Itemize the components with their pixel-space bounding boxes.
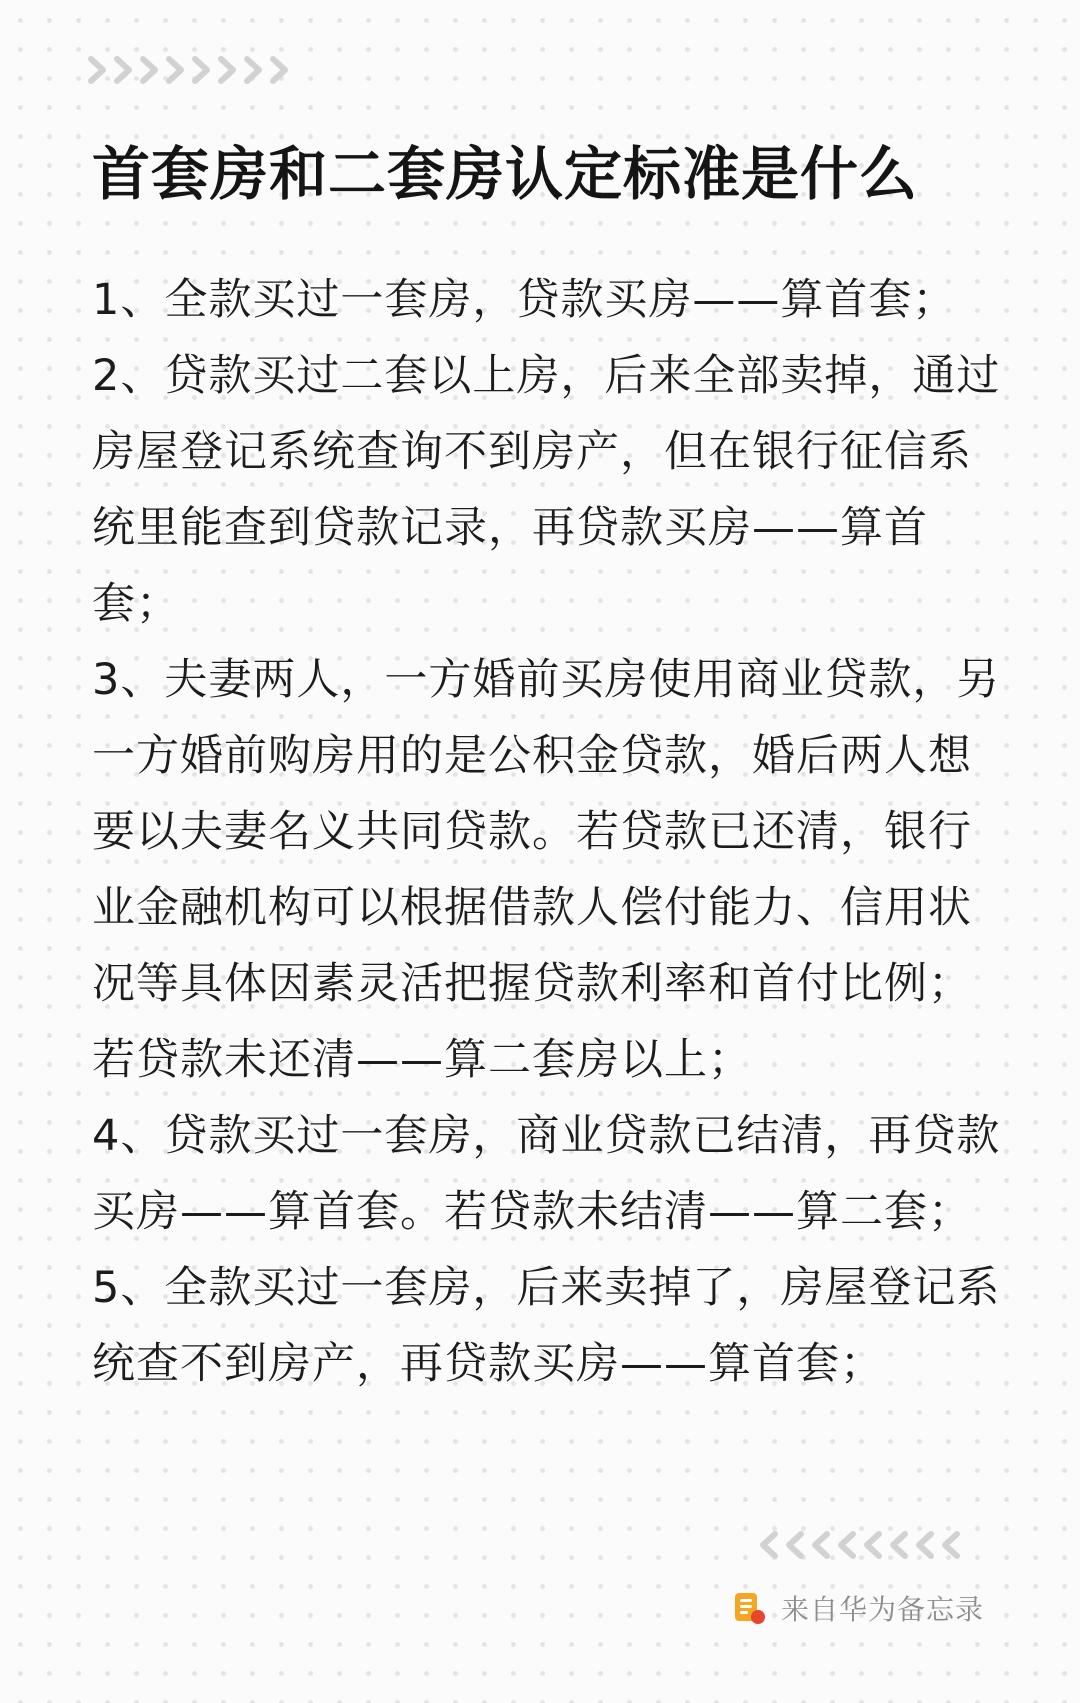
chevron-left-icon (782, 1530, 806, 1560)
source-footer (731, 1588, 984, 1628)
chevron-right-icon (268, 55, 292, 85)
chevron-left-icon (756, 1530, 780, 1560)
chevron-right-icon (164, 55, 188, 85)
note-body (92, 262, 1002, 1402)
chevron-left-icon (938, 1530, 962, 1560)
chevron-right-icon (216, 55, 240, 85)
chevron-right-icon (112, 55, 136, 85)
chevron-left-icon (808, 1530, 832, 1560)
note-paragraph-2: 2、贷款买过二套以上房，后来全部卖掉，通过房屋登记系统查询不到房产，但在银行征信系统里能查到贷款记录，再贷款买房——算首套； (92, 351, 1001, 629)
note-paragraph-4: 4、贷款买过一套房，商业贷款已结清，再贷款买房——算首套。若贷款未结清——算二套； (92, 1111, 1001, 1237)
note-paragraph-3: 3、夫妻两人，一方婚前买房使用商业贷款，另一方婚前购房用的是公积金贷款，婚后两人想要以夫妻名义共同贷款。若贷款已还清，银行业金融机构可以根据借款人偿付能力、信用状况等具体因素灵活把握贷款利率和首付比例；若贷款未还清——算二套房以上； (92, 655, 1001, 1085)
chevron-right-icon (242, 55, 266, 85)
chevron-left-icon (912, 1530, 936, 1560)
top-chevron-decoration (86, 55, 292, 85)
note-title: 首套房和二套房认定标准是什么 (92, 140, 919, 208)
bottom-chevron-decoration (756, 1530, 962, 1560)
note-paragraph-1: 1、全款买过一套房，贷款买房——算首套； (92, 275, 957, 325)
chevron-right-icon (86, 55, 110, 85)
chevron-left-icon (860, 1530, 884, 1560)
chevron-left-icon (886, 1530, 910, 1560)
chevron-right-icon (138, 55, 162, 85)
source-label: 来自华为备忘录 (780, 1593, 984, 1626)
memo-app-icon (731, 1590, 767, 1626)
chevron-right-icon (190, 55, 214, 85)
chevron-left-icon (834, 1530, 858, 1560)
note-paragraph-5: 5、全款买过一套房，后来卖掉了，房屋登记系统查不到房产，再贷款买房——算首套； (92, 1263, 1001, 1389)
